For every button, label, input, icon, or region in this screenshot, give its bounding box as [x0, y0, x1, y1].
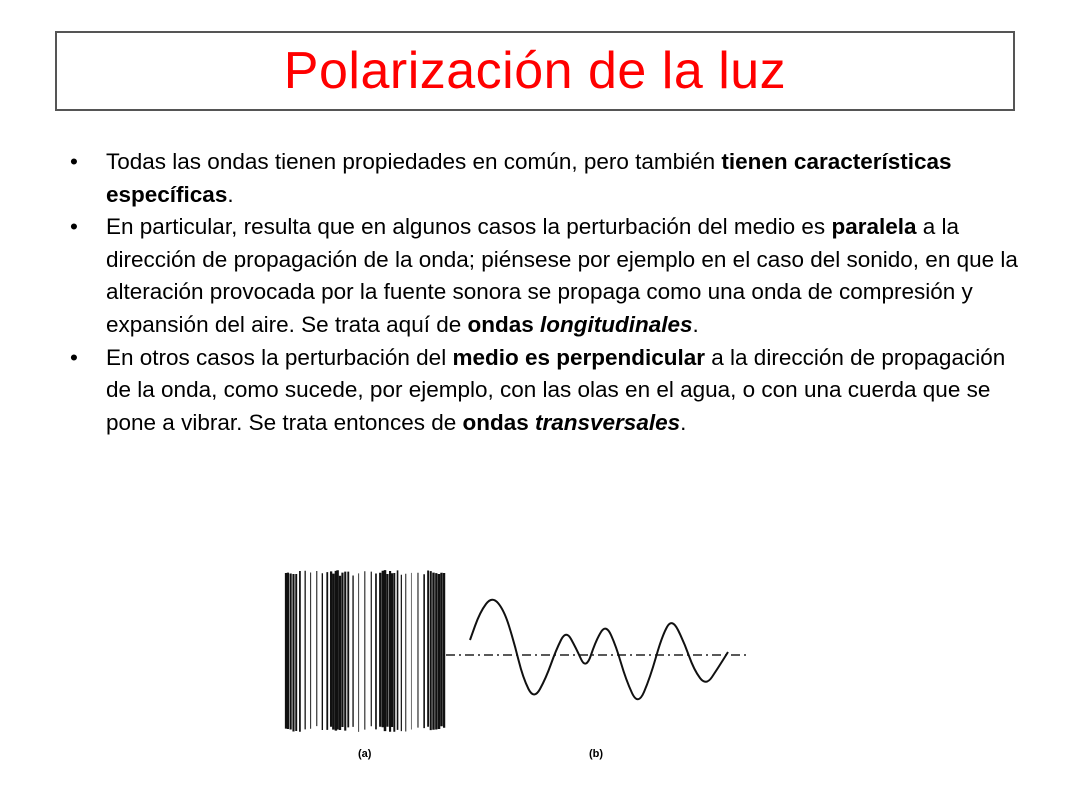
title-box	[55, 31, 1015, 111]
figure-label-b: (b)	[589, 748, 604, 760]
bullet-text-run: .	[227, 181, 234, 207]
bullet-text-run: tienen características específicas	[106, 149, 952, 207]
wave-curve	[470, 600, 728, 700]
figure-label-a: (a)	[358, 748, 372, 760]
bullet-text-run: transversales	[535, 409, 681, 435]
bullet-marker: •	[70, 214, 78, 240]
wave-figure	[280, 560, 760, 770]
bullet-item	[70, 211, 1022, 341]
bullet-text-run: paralela	[831, 214, 917, 240]
bullet-text-run: Todas las ondas tienen propiedades en común, pero también	[106, 149, 722, 174]
bullet-text-run: En particular, resulta que en algunos casos la perturbación del medio es	[106, 214, 832, 240]
bullet-text-run: medio es perpendicular	[452, 344, 706, 370]
bullet-text-run: .	[680, 409, 687, 435]
bullet-text-run: En otros casos la perturbación del	[106, 344, 453, 370]
bullet-text-run: ondas	[462, 409, 535, 435]
transverse-wave-diagram	[446, 600, 750, 700]
bullet-list	[70, 146, 1022, 439]
bullet-text-run: longitudinales	[540, 311, 693, 337]
bullet-marker: •	[70, 344, 78, 370]
bullet-text-run: ondas	[467, 311, 541, 337]
slide-title: Polarización de la luz	[283, 42, 787, 100]
bullet-text-run: a la dirección de propagación de la onda, como sucede, por ejemplo, con las olas en el agua, o con una cuerda que se pone a vibrar. Se trata entonces de	[106, 344, 1006, 435]
bullet-text-run: .	[692, 311, 699, 337]
bullet-item	[70, 342, 1022, 440]
bullet-item	[70, 146, 1022, 211]
bullet-text-run: a la dirección de propagación de la onda; piénsese por ejemplo en el caso del sonido, en que la alteración provocada por la fuente sonora se propaga como una onda de compresión y expansión del aire. Se trata aquí de	[106, 214, 1018, 337]
longitudinal-wave-diagram	[286, 570, 444, 732]
bullet-marker: •	[70, 149, 78, 174]
